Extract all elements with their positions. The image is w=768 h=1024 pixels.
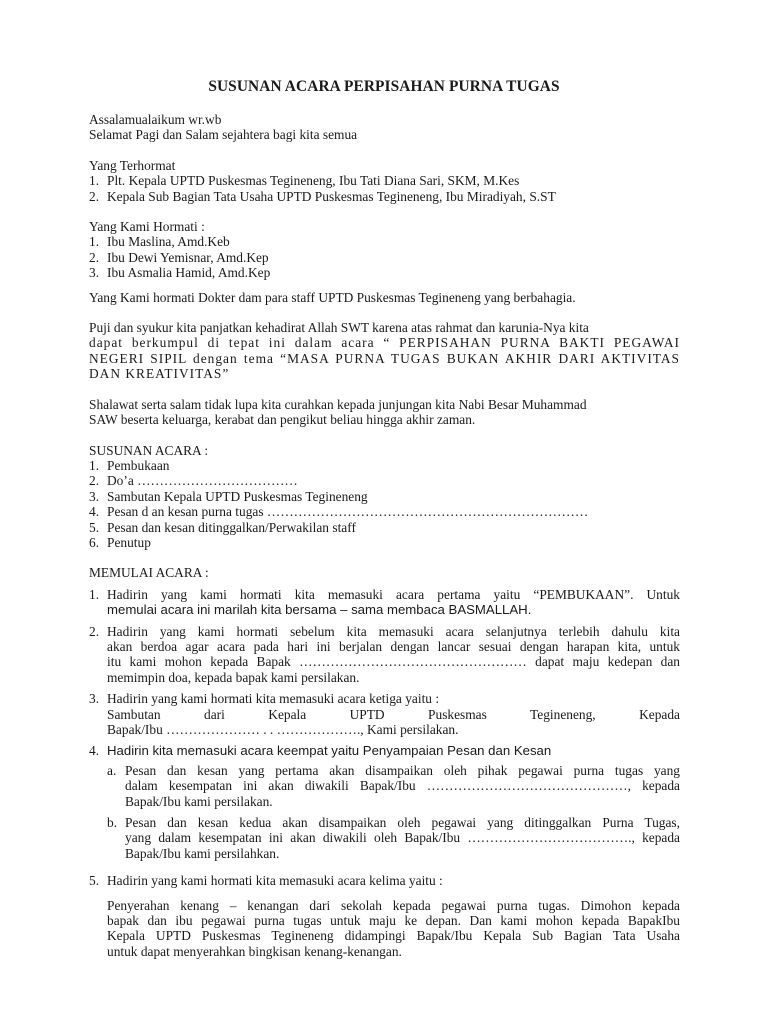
terhormat-heading: Yang Terhormat <box>89 157 176 173</box>
acara-line: Pesan dan kesan kedua akan disampaikan oleh pegawai yang ditinggalkan Purna Tugas, <box>125 815 680 831</box>
acara-line: Sambutan dari Kepala UPTD Puskesmas Tegineneng, Kepada <box>107 706 680 722</box>
acara-line: bapak dan ibu pegawai purna tugas untuk maju ke depan. Dan kami mohon kepada BapakIbu <box>107 913 680 929</box>
acara-line: akan berdoa agar acara pada hari ini berjalan dengan lancar sesuai dengan harapan kita, untuk <box>107 638 680 654</box>
acara-line: Bapak/Ibu kami persilakan. <box>125 793 273 809</box>
acara-line: Bapak/Ibu ………………… . . ………………., Kami persilakan. <box>107 722 459 737</box>
list-item: 1. Pembukaan <box>89 457 170 473</box>
acara-line: Pesan dan kesan yang pertama akan disampaikan oleh pihak pegawai purna tugas yang <box>125 762 680 778</box>
acara-item-1: 1. Hadirin yang kami hormati kita memasuki acara pertama yaitu “PEMBUKAAN”. Untuk memulai acara ini marilah kita bersama – sama membaca BASMALLAH. <box>89 586 680 618</box>
greeting-line: Assalamualaikum wr.wb <box>89 112 222 127</box>
terhormat-list <box>89 173 680 204</box>
list-item: 6. Penutup <box>89 534 151 550</box>
acara-line: Kepala UPTD Puskesmas Tegineneng didampingi Bapak/Ibu Kepala Sub Bagian Tata Usaha <box>107 928 680 944</box>
susunan-heading: SUSUNAN ACARA : <box>89 442 209 458</box>
acara-line: memimpin doa, kepada bapak kami persilakan. <box>107 669 360 685</box>
acara-line: Hadirin yang kami hormati kita memasuki acara kelima yaitu : <box>107 873 443 889</box>
greeting-line: Selamat Pagi dan Salam sejahtera bagi kita semua <box>89 127 358 143</box>
acara-line: yang dalam kesempatan ini akan diwakili oleh Bapak/Ibu ………………………………., kepada <box>125 830 680 846</box>
acara-item-2: 2. Hadirin yang kami hormati sebelum kita memasuki acara selanjutnya terlebih dahulu kita akan berdoa agar acara pada hari ini berjalan dengan lancar sesuai dengan harapan kita, untuk itu kami mohon kepada Bapak …………………………………………… dapat maju kedepan dan memimpin doa, kepada bapak kami persilakan. <box>89 623 680 685</box>
acara-line: untuk dapat menyerahkan bingkisan kenang-kenangan. <box>107 943 402 959</box>
kami-hormati-list <box>89 234 680 280</box>
acara-line: Penyerahan kenang – kenangan dari sekolah kepada pegawai purna tugas. Dimohon kepada <box>107 897 680 913</box>
puji-line: Puji dan syukur kita panjatkan kehadirat Allah SWT karena atas rahmat dan karunia-Nya kita <box>89 320 589 336</box>
acara-item-3: 3. Hadirin yang kami hormati kita memasuki acara ketiga yaitu : Sambutan dari Kepala UPTD Puskesmas Tegineneng, Kepada Bapak/Ibu ………………… . . ………………., Kami persilakan. <box>89 691 680 737</box>
list-item: 3. Ibu Asmalia Hamid, Amd.Kep <box>89 265 271 281</box>
list-item: 2. Ibu Dewi Yemisnar, Amd.Kep <box>89 249 269 265</box>
shalawat-line: SAW beserta keluarga, kerabat dan pengikut beliau hingga akhir zaman. <box>89 412 476 428</box>
list-item: 1. Plt. Kepala UPTD Puskesmas Tegineneng, Ibu Tati Diana Sari, SKM, M.Kes <box>89 173 520 189</box>
acara-line: Bapak/Ibu kami persilahkan. <box>125 845 280 861</box>
acara-sub-list <box>107 763 680 861</box>
memulai-list <box>89 587 680 960</box>
acara-item-5: 5. Hadirin yang kami hormati kita memasuki acara kelima yaitu : Penyerahan kenang – kenangan dari sekolah kepada pegawai purna tugas. Dimohon kepada bapak dan ibu pegawai purna tugas untuk maju ke depan. Dan kami mohon kepada BapakIbu Kepala UPTD Puskesmas Tegineneng didampingi Bapak/Ibu Kepala Sub Bagian Tata Usaha untuk dapat menyerahkan bingkisan kenang-kenangan. <box>89 873 680 959</box>
puji-line: DAN KREATIVITAS” <box>89 366 230 382</box>
acara-line: Hadirin yang kami hormati kita memasuki acara pertama yaitu “PEMBUKAAN”. Untuk <box>107 586 680 602</box>
document-body <box>89 112 680 965</box>
acara-item-4: 4. Hadirin kita memasuki acara keempat yaitu Penyampaian Pesan dan Kesan a. Pesan dan kesan yang pertama akan disampaikan oleh pihak pegawai purna tugas yang dalam kesempatan ini akan diwakili Bapak/Ibu ………………………………………, kepada Bapak/Ibu kami persilakan. b. Pesan dan kesan kedua akan disampaikan oleh pegawai yang ditinggalkan Purna Tugas, yang dalam kesempatan ini akan diwakili oleh Bapak/Ibu ………………………………., kepada Bapak/Ibu kami persilahkan. <box>89 743 680 861</box>
acara-line: Hadirin yang kami hormati kita memasuki acara ketiga yaitu : <box>107 691 440 707</box>
list-item: 1. Ibu Maslina, Amd.Keb <box>89 234 230 250</box>
kami-hormati-heading: Yang Kami Hormati : <box>89 219 205 235</box>
list-item: 3. Sambutan Kepala UPTD Puskesmas Tegineneng <box>89 488 368 504</box>
acara-line: Hadirin yang kami hormati sebelum kita memasuki acara selanjutnya terlebih dahulu kita <box>107 623 680 639</box>
puji-line: dapat berkumpul di tepat ini dalam acara “ PERPISAHAN PURNA BAKTI PEGAWAI <box>89 335 680 351</box>
acara-line: Hadirin kita memasuki acara keempat yaitu Penyampaian Pesan dan Kesan <box>107 743 552 759</box>
page-title: SUSUNAN ACARA PERPISAHAN PURNA TUGAS <box>208 78 560 95</box>
puji-line: NEGERI SIPIL dengan tema “MASA PURNA TUGAS BUKAN AKHIR DARI AKTIVITAS <box>89 350 680 366</box>
list-item: 2. Do’a ……………………………… <box>89 473 298 489</box>
hormati-dokter: Yang Kami hormati Dokter dam para staff UPTD Puskesmas Tegineneng yang berbahagia. <box>89 289 576 305</box>
acara-line: dalam kesempatan ini akan diwakili Bapak/Ibu ………………………………………, kepada <box>125 778 680 794</box>
acara-line: itu kami mohon kepada Bapak …………………………………………… dapat maju kedepan dan <box>107 654 680 670</box>
list-item: 5. Pesan dan kesan ditinggalkan/Perwakilan staff <box>89 519 356 535</box>
susunan-list <box>89 458 680 550</box>
list-item: 4. Pesan d an kesan purna tugas ……………………………………………………………… <box>89 504 589 520</box>
acara-line: memulai acara ini marilah kita bersama – sama membaca BASMALLAH. <box>107 602 532 618</box>
list-item: 2. Kepala Sub Bagian Tata Usaha UPTD Puskesmas Tegineneng, Ibu Miradiyah, S.ST <box>89 188 556 204</box>
sub-item-b: b. Pesan dan kesan kedua akan disampaikan oleh pegawai yang ditinggalkan Purna Tugas, yang dalam kesempatan ini akan diwakili oleh Bapak/Ibu ………………………………., kepada Bapak/Ibu kami persilahkan. <box>107 815 680 861</box>
shalawat-line: Shalawat serta salam tidak lupa kita curahkan kepada junjungan kita Nabi Besar Muhammad <box>89 396 587 412</box>
sub-item-a: a. Pesan dan kesan yang pertama akan disampaikan oleh pihak pegawai purna tugas yang dalam kesempatan ini akan diwakili Bapak/Ibu ………………………………………, kepada Bapak/Ibu kami persilakan. <box>107 762 680 809</box>
memulai-heading: MEMULAI ACARA : <box>89 565 209 581</box>
